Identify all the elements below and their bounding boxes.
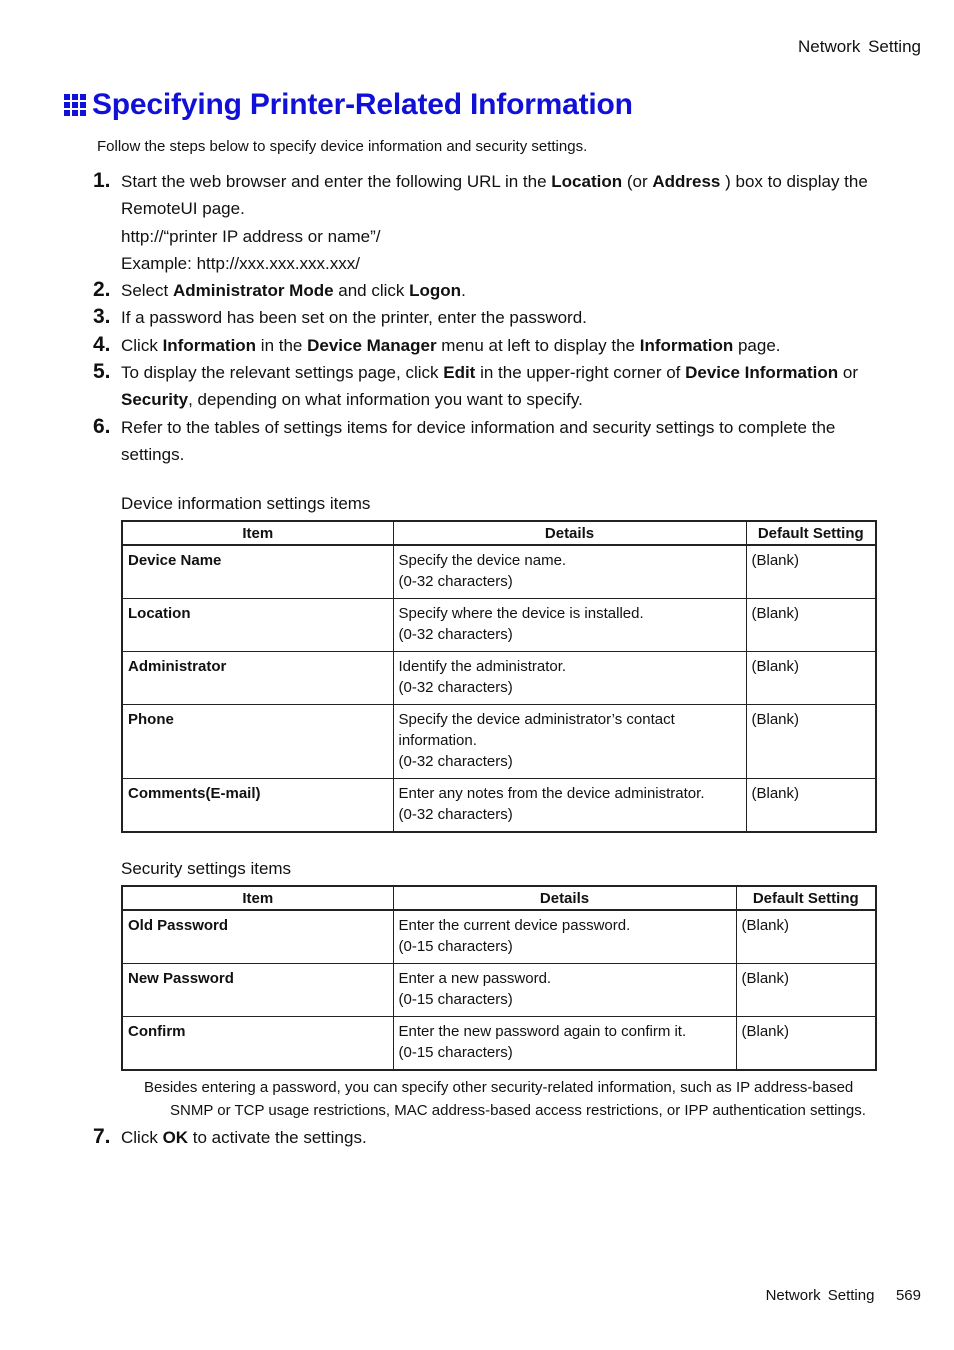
step-text: Click bbox=[121, 335, 163, 355]
step-number: 6. bbox=[93, 414, 111, 438]
step-4 bbox=[93, 332, 883, 359]
step-1 bbox=[93, 168, 883, 277]
security-note: Besides entering a password, you can specify other security-related information, such as IP address-based SNMP or TCP usage restrictions, MAC address-based access restrictions, or IPP authentication settings. bbox=[144, 1079, 866, 1119]
cell-default: (Blank) bbox=[746, 705, 876, 779]
details-line: Enter any notes from the device administrator. bbox=[398, 785, 705, 803]
table-row bbox=[122, 545, 876, 599]
grid-bullet-icon bbox=[64, 94, 86, 116]
step-text: If a password has been set on the printer, enter the password. bbox=[121, 308, 587, 328]
details-line: Identify the administrator. bbox=[398, 658, 567, 676]
security-table bbox=[121, 885, 877, 1071]
running-header: Network Setting bbox=[798, 37, 921, 56]
step-text: Click bbox=[121, 1128, 163, 1148]
security-table-caption: Security settings items bbox=[121, 859, 292, 879]
url-example: Example: http://xxx.xxx.xxx.xxx/ bbox=[121, 253, 361, 273]
cell-details bbox=[393, 1017, 736, 1071]
page-footer bbox=[766, 1287, 921, 1304]
cell-default: (Blank) bbox=[746, 599, 876, 652]
step-bold-term: Administrator Mode bbox=[172, 281, 334, 301]
step-text: menu at left to display the bbox=[436, 335, 640, 355]
step-bold-term: Edit bbox=[443, 363, 476, 383]
steps-list bbox=[93, 168, 883, 1152]
step-7 bbox=[93, 1124, 883, 1151]
cell-details bbox=[393, 545, 746, 599]
cell-item: Location bbox=[122, 599, 393, 652]
step-text: (or bbox=[622, 172, 653, 191]
details-line: Enter the current device password. bbox=[398, 917, 631, 935]
cell-default: (Blank) bbox=[736, 1017, 876, 1071]
step-number: 1. bbox=[93, 169, 111, 192]
step-bold-term: Location bbox=[551, 172, 623, 191]
cell-item: Comments(E-mail) bbox=[122, 779, 393, 833]
details-line: (0-32 characters) bbox=[398, 753, 513, 771]
step-bold-term: Device Information bbox=[685, 363, 839, 383]
cell-item: Administrator bbox=[122, 652, 393, 705]
details-line: Enter the new password again to confirm it. bbox=[398, 1023, 687, 1041]
step-number: 3. bbox=[93, 305, 111, 329]
table-row bbox=[122, 910, 876, 964]
step-6 bbox=[93, 414, 883, 469]
step-text: ) box to display the RemoteUI page. bbox=[121, 172, 868, 219]
details-line: Specify the device name. bbox=[398, 552, 567, 570]
step-bold-term: Security bbox=[121, 390, 189, 410]
cell-default: (Blank) bbox=[746, 652, 876, 705]
step-number: 7. bbox=[93, 1125, 111, 1149]
details-line: (0-15 characters) bbox=[398, 1044, 513, 1062]
step-number: 5. bbox=[93, 360, 111, 384]
cell-details bbox=[393, 705, 746, 779]
table-row bbox=[122, 779, 876, 833]
step-2 bbox=[93, 277, 883, 304]
step-text: To display the relevant settings page, click bbox=[121, 363, 444, 383]
step-text: , depending on what information you want to specify. bbox=[188, 390, 583, 410]
intro-text: Follow the steps below to specify device information and security settings. bbox=[97, 138, 588, 155]
details-line: (0-15 characters) bbox=[398, 938, 513, 956]
step-bold-term: Information bbox=[162, 335, 257, 355]
footer-section: Network Setting bbox=[765, 1287, 875, 1304]
column-header-item: Item bbox=[122, 521, 393, 545]
step-3 bbox=[93, 304, 883, 331]
device-table-caption: Device information settings items bbox=[121, 494, 371, 514]
cell-item: Old Password bbox=[122, 910, 393, 964]
table-row bbox=[122, 705, 876, 779]
section-heading bbox=[64, 88, 633, 122]
cell-default: (Blank) bbox=[736, 910, 876, 964]
step-text: or bbox=[838, 363, 859, 383]
cell-details bbox=[393, 964, 736, 1017]
step-number: 2. bbox=[93, 278, 111, 302]
details-line: Specify the device administrator’s contact bbox=[398, 711, 675, 729]
column-header-details: Details bbox=[393, 886, 736, 910]
step-bold-term: OK bbox=[162, 1128, 189, 1148]
url-format: http://“printer IP address or name”/ bbox=[121, 226, 381, 246]
cell-item: Device Name bbox=[122, 545, 393, 599]
step-text: Refer to the tables of settings items for device information and security settings to complete the settings. bbox=[121, 417, 836, 464]
step-text: Start the web browser and enter the following URL in the bbox=[121, 172, 552, 191]
step-text: and click bbox=[333, 281, 410, 301]
details-line: (0-32 characters) bbox=[398, 573, 513, 591]
cell-details bbox=[393, 779, 746, 833]
page-number: 569 bbox=[895, 1287, 921, 1304]
step-number: 4. bbox=[93, 332, 111, 356]
step-text: to activate the settings. bbox=[188, 1128, 367, 1148]
table-row bbox=[122, 964, 876, 1017]
details-line: (0-32 characters) bbox=[398, 626, 513, 644]
details-line: Specify where the device is installed. bbox=[398, 605, 644, 623]
column-header-default: Default Setting bbox=[746, 521, 876, 545]
details-line: (0-32 characters) bbox=[398, 679, 513, 697]
cell-default: (Blank) bbox=[746, 779, 876, 833]
device-info-table bbox=[121, 520, 877, 833]
table-header-row bbox=[122, 886, 876, 910]
cell-default: (Blank) bbox=[736, 964, 876, 1017]
details-line: (0-32 characters) bbox=[398, 806, 513, 824]
step-text: in the upper-right corner of bbox=[475, 363, 686, 383]
details-line: information. bbox=[398, 732, 477, 750]
step-text: . bbox=[461, 281, 466, 301]
step-bold-term: Logon bbox=[409, 281, 462, 301]
column-header-default: Default Setting bbox=[736, 886, 876, 910]
cell-item: New Password bbox=[122, 964, 393, 1017]
cell-item: Confirm bbox=[122, 1017, 393, 1071]
table-row bbox=[122, 599, 876, 652]
step-5 bbox=[93, 359, 883, 414]
details-line: (0-15 characters) bbox=[398, 991, 513, 1009]
page-title: Specifying Printer-Related Information bbox=[92, 88, 633, 121]
details-line: Enter a new password. bbox=[398, 970, 552, 988]
table-row bbox=[122, 652, 876, 705]
table-row bbox=[122, 1017, 876, 1071]
cell-item: Phone bbox=[122, 705, 393, 779]
step-text: page. bbox=[733, 335, 781, 355]
cell-details bbox=[393, 910, 736, 964]
step-bold-term: Device Manager bbox=[307, 335, 437, 355]
column-header-item: Item bbox=[122, 886, 393, 910]
step-bold-term: Information bbox=[639, 335, 734, 355]
cell-details bbox=[393, 652, 746, 705]
column-header-details: Details bbox=[393, 521, 746, 545]
cell-default: (Blank) bbox=[746, 545, 876, 599]
cell-details bbox=[393, 599, 746, 652]
step-text: in the bbox=[256, 335, 308, 355]
step-bold-term: Address bbox=[652, 172, 721, 191]
step-text: Select bbox=[121, 281, 173, 301]
table-header-row bbox=[122, 521, 876, 545]
